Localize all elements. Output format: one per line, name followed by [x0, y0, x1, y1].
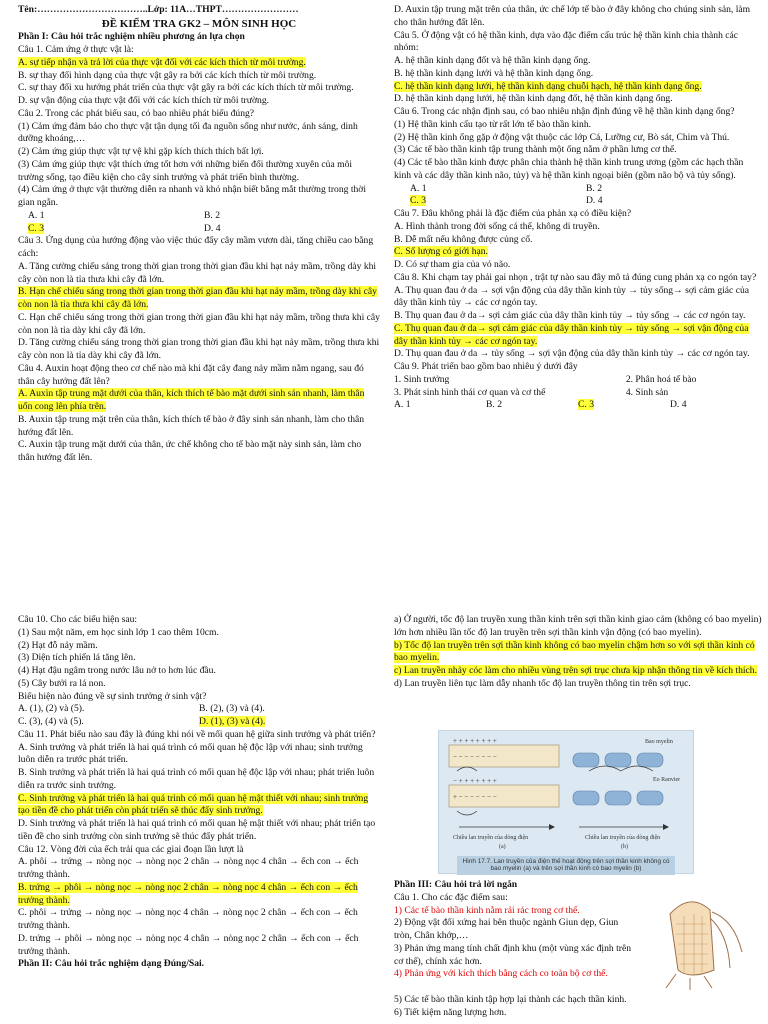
q9-item-3: 3. Phát sinh hình thái cơ quan và cơ thể [394, 386, 546, 398]
q12-option-b: B. trứng → phôi → nòng nọc → nòng nọc 2 chân → nòng nọc 4 chân → ếch con → ếch trưởng thành. [18, 881, 358, 906]
q5-option-d: D. hệ thần kinh dạng lưới, hệ thần kinh dạng đốt, hệ thần kinh dạng ống. [394, 93, 673, 105]
q4-option-d: D. Auxin tập trung mặt trên của thân, ức chế lớp tế bào ở đây không cho chúng sinh sản, làm cho thân hướng đất lên. [394, 4, 751, 28]
part3-item-1: 1) Các tế bào thần kinh nằm rải rác trong cơ thể. [394, 904, 580, 916]
q12-option-c: C. phôi → trứng → nòng nọc → nòng nọc 4 chân → nòng nọc 2 chân → ếch con → ếch trưởng thành. [18, 907, 358, 931]
q10-option-a: A. (1), (2) và (5). [18, 703, 85, 715]
axon-diagram [439, 731, 693, 851]
q11-option-b: B. Sinh trưởng và phát triển là hai quá trình có mối quan hệ độc lập với nhau; phát triển luôn diễn ra trước sinh trưởng. [18, 767, 375, 791]
q6-option-c: C. 3 [410, 195, 426, 207]
label-ranvier: Eo Ranvier [653, 777, 681, 783]
q7-option-d: D. Có sự tham gia của vỏ não. [394, 259, 511, 270]
q2-statement-3: (3) Cảm ứng giúp thực vật thích ứng tốt hơn với những biến đổi thường xuyên của môi trường sống, tạo điều kiện cho cây sinh trưởng và phát triển bình thường. [18, 158, 353, 183]
q6-option-a: A. 1 [410, 182, 427, 194]
tf-statement-a: a) Ở người, tốc độ lan truyền xung thần kinh trên sợi thần kinh giao cảm (không có bao myelin) lớn hơn nhiều lần tốc độ lan truyền trên sợi thần kinh vận động (có bao myelin). [394, 614, 762, 638]
q12-option-a: A. phôi → trứng → nòng nọc → nòng nọc 2 chân → nòng nọc 4 chân → ếch con → ếch trưởng thành. [18, 856, 359, 880]
q4-option-c: C. Auxin tập trung mặt dưới của thân, ức chế không cho tế bào mặt này sinh sản, làm cho thân hướng đất lên. [18, 439, 362, 464]
q5-option-b: B. hệ thần kinh dạng lưới và hệ thần kinh dạng ống. [394, 67, 594, 79]
tf-statement-b: b) Tốc độ lan truyền trên sợi thần kinh không có bao myelin chậm hơn so với sợi thần kinh có bao myelin. [394, 639, 755, 664]
q1-option-b: B. sự thay đổi hình dạng của thực vật gây ra bởi các kích thích từ môi trường. [18, 69, 317, 81]
svg-text:− + + + + + + +: − + + + + + + + [453, 777, 497, 785]
q3-option-d: D. Tăng cường chiếu sáng trong thời gian trong thời gian đầu khi hạt nảy mầm, trồng thưa khi cây còn non là tỉa dày khi cây đã lớn. [18, 337, 380, 362]
organism-illustration [640, 884, 758, 992]
q5-option-a: A. hệ thần kinh dạng đốt và hệ thần kinh dạng ống. [394, 55, 591, 66]
q7-option-c: C. Số lượng có giới hạn. [394, 246, 488, 258]
figure-caption: Hình 17.7. Lan truyền của điện thế hoạt động trên sợi thần kinh không có bao myelin (a) và trên sợi thần kinh có bao myelin (b) [457, 856, 675, 875]
q10-option-d: D. (1), (3) và (4). [199, 716, 266, 727]
q11-option-d: D. Sinh trưởng và phát triển là hai quá trình có mối quan hệ mật thiết với nhau; phát triển tạo tiền đề cho sinh trưởng còn sinh trưởng sẽ thúc đẩy phát triển. [18, 818, 376, 842]
caption-b-direction: Chiều lan truyền của dòng điện [585, 835, 661, 841]
part3-item-3: 3) Phản ứng mang tính chất định khu (một vùng xác định trên cơ thể), chính xác hơn. [394, 942, 632, 967]
right-column-bottom [394, 614, 762, 691]
q9-item-4: 4. Sinh sản [625, 386, 669, 398]
q10-statement-3: (3) Diện tích phiến lá tăng lên. [18, 652, 136, 664]
q2-statement-1: (1) Cảm ứng đảm bảo cho thực vật tận dụng tối đa nguồn sống như nước, ánh sáng, dinh dưỡng khoáng,… [18, 120, 358, 145]
part3-item-2: 2) Động vật đối xứng hai bên thuộc ngành Giun dẹp, Giun tròn, Chân khớp,… [394, 917, 619, 941]
q1-option-c: C. sự thay đổi xu hướng phát triển của thực vật gây ra bởi các kích thích từ môi trường. [18, 82, 354, 94]
q6-statement-4: (4) Các tế bào thần kinh được phân chia thành hệ thần kinh trung ương (gồm các hạch thần kinh và các dây thần kinh não, tủy) và hệ thần kinh ngoại biên (gồm não bộ và tủy sống). [394, 157, 744, 181]
q10-statement-1: (1) Sau một năm, em học sinh lớp 1 cao thêm 10cm. [18, 626, 219, 638]
q7-option-a: A. Hình thành trong đời sống cá thể, không di truyền. [394, 220, 600, 232]
svg-text:+ − − − − − − −: + − − − − − − − [453, 793, 497, 801]
q3-stem: Câu 3. Ứng dụng của hướng động vào việc thúc đẩy cây mầm vươn dài, tăng chiều cao bằng cách: [18, 235, 374, 260]
part1-heading: Phần I: Câu hỏi trắc nghiệm nhiều phương án lựa chọn [18, 31, 245, 43]
left-column-top [18, 4, 380, 465]
q9-option-a: A. 1 [394, 399, 411, 411]
label-b: (b) [621, 844, 628, 850]
q9-option-c: C. 3 [578, 399, 594, 411]
q8-option-b: B. Thụ quan đau ở da→ sợi cảm giác của dây thần kinh tủy → tủy sống → các cơ ngón tay. [394, 310, 746, 321]
q6-statement-1: (1) Hệ thần kinh cấu tạo từ rất lớn tế bào thần kinh. [394, 118, 592, 130]
q3-option-b: B. Hạn chế chiếu sáng trong thời gian trong thời gian đầu khi hạt nảy mầm, trồng dày khi cây còn non là tỉa thưa khi cây đã lớn. [18, 286, 377, 311]
q10-statement-2: (2) Hạt đỗ nảy mầm. [18, 639, 98, 651]
q7-stem: Câu 7. Đâu không phải là đặc điểm của phản xạ có điều kiện? [394, 208, 632, 219]
label-myelin: Bao myelin [645, 739, 673, 745]
part3-tail [394, 994, 762, 1020]
q2-statement-4: (4) Cảm ứng ở thực vật thường diễn ra nhanh và khó nhận biết bằng mắt thường trong thời gian ngắn. [18, 184, 367, 209]
q1-option-d: D. sự vận động của thực vật đối với các kích thích từ môi trường. [18, 95, 270, 107]
right-column-top [394, 4, 762, 412]
nerve-conduction-figure [438, 730, 694, 874]
q2-option-a: A. 1 [28, 209, 45, 221]
myelinated-axon [573, 753, 669, 830]
q4-stem: Câu 4. Auxin hoạt động theo cơ chế nào mà khi đặt cây đang nảy mầm nằm ngang, sau đó thân cây hướng đất lên? [18, 362, 364, 387]
q3-option-a: A. Tăng cường chiếu sáng trong thời gian trong thời gian đầu khi hạt nảy mầm, trồng dày khi cây còn non là tỉa thưa khi cây đã lớn. [18, 260, 377, 285]
part3-item-6: 6) Tiết kiệm năng lượng hơn. [394, 1006, 507, 1018]
tf-statement-d: d) Lan truyền liên tục làm dẫy nhanh tốc độ lan truyền thông tin trên sợi trục. [394, 677, 691, 689]
q9-item-1: 1. Sinh trưởng [394, 373, 450, 385]
q8-option-a: A. Thụ quan đau ở da → sợi vận động của dây thần kinh tủy → tủy sống→ sợi cảm giác của dây thần kinh tủy → các cơ ngón tay. [394, 284, 750, 309]
q11-option-a: A. Sinh trưởng và phát triển là hai quá trình có mối quan hệ độc lập với nhau; sinh trưởng luôn diễn ra trước phát triển. [18, 741, 363, 766]
q10-stem: Câu 10. Cho các biểu hiện sau: [18, 614, 138, 625]
caption-a-direction: Chiều lan truyền của dòng điện [453, 835, 529, 841]
svg-text:+ + + + + + + +: + + + + + + + + [453, 737, 497, 745]
q12-stem: Câu 12. Vòng đời của ếch trải qua các giai đoạn lần lượt là [18, 843, 244, 855]
q5-stem: Câu 5. Ở động vật có hệ thần kinh, dựa vào đặc điểm cấu trúc hệ thần kinh chia thành các nhóm: [394, 29, 739, 54]
q2-option-d: D. 4 [204, 222, 221, 234]
q5-option-c: C. hệ thần kinh dạng lưới, hệ thần kinh dạng chuỗi hạch, hệ thần kinh dạng ống. [394, 80, 702, 92]
q6-statement-2: (2) Hệ thần kinh ống gặp ở động vật thuộc các lớp Cá, Lưỡng cư, Bò sát, Chim và Thú. [394, 131, 730, 143]
tf-statement-c: c) Lan truyền nhảy cóc làm cho nhiều vùng trên sợi trục chưa kịp nhận thông tin về kích thích. [394, 665, 758, 676]
q6-option-d: D. 4 [586, 195, 603, 207]
part3-heading: Phần III: Câu hỏi trả lời ngắn [394, 879, 518, 890]
q6-option-b: B. 2 [586, 182, 602, 194]
unmyelinated-axon [449, 737, 559, 830]
q2-option-c: C. 3 [28, 222, 44, 234]
q8-option-d: D. Thụ quan đau ở da → tủy sống → sợi vận động của dây thần kinh tủy → các cơ ngón tay. [394, 348, 750, 360]
exam-title: ĐỀ KIỂM TRA GK2 – MÔN SINH HỌC [101, 17, 297, 30]
q2-stem: Câu 2. Trong các phát biểu sau, có bao nhiêu phát biểu đúng? [18, 107, 255, 119]
q10-ask: Biểu hiện nào đúng về sự sinh trưởng ở sinh vật? [18, 690, 207, 702]
q12-option-d: D. trứng → phôi → nòng nọc → nòng nọc 4 chân → nòng nọc 2 chân → ếch con → ếch trưởng thành. [18, 932, 359, 957]
q10-option-c: C. (3), (4) và (5). [18, 716, 84, 727]
q4-option-a: A. Auxin tập trung mặt dưới của thân, kích thích tế bào mặt dưới sinh sản nhanh, làm thân uốn cong lên phía trên. [18, 388, 365, 413]
q7-option-b: B. Dễ mất nếu không được củng cố. [394, 233, 533, 245]
q2-option-b: B. 2 [204, 209, 220, 221]
q8-option-c: C. Thụ quan đau ở da→ sợi cảm giác của dây thần kinh tủy → tủy sống → sợi vận động của dây thần kinh tủy → các cơ ngón tay. [394, 322, 749, 347]
part2-heading: Phần II: Câu hỏi trắc nghiệm dạng Đúng/Sai. [18, 958, 205, 970]
q1-stem: Câu 1. Cảm ứng ở thực vật là: [18, 44, 134, 56]
q10-statement-4: (4) Hạt đậu ngâm trong nước lâu nở to hơn lúc đầu. [18, 665, 216, 676]
q9-option-b: B. 2 [486, 399, 502, 411]
q1-option-a: A. sự tiếp nhận và trả lời của thực vật đối với các kích thích từ môi trường. [18, 56, 306, 68]
q9-item-2: 2. Phân hoá tế bào [625, 373, 697, 385]
part3-block [394, 879, 634, 981]
q10-statement-5: (5) Cây bưởi ra lá non. [18, 677, 106, 689]
part3-item-5: 5) Các tế bào thần kinh tập hợp lại thành các hạch thần kinh. [394, 994, 627, 1005]
q8-stem: Câu 8. Khi chạm tay phải gai nhọn , trật tự nào sau đây mô tả đúng cung phản xạ co ngón tay? [394, 271, 757, 283]
q11-stem: Câu 11. Phát biểu nào sau đây là đúng khi nói về mối quan hệ giữa sinh trưởng và phát triển? [18, 728, 376, 740]
q2-statement-2: (2) Cảm ứng giúp thực vật tự vệ khi gặp kích thích thích bất lợi. [18, 146, 264, 158]
q3-option-c: C. Hạn chế chiếu sáng trong thời gian trong thời gian đầu khi hạt nảy mầm, trồng thưa khi cây còn non là tỉa dày khi cây đã lớn. [18, 311, 380, 336]
part3-item-4: 4) Phản ứng với kích thích bằng cách co toàn bộ cơ thể. [394, 968, 608, 980]
q4-option-b: B. Auxin tập trung mặt trên của thân, kích thích tế bào ở đây sinh sản nhanh, làm cho thân hướng đất lên. [18, 413, 365, 438]
part3-q1-stem: Câu 1. Cho các đặc điểm sau: [394, 891, 508, 903]
q11-option-c: C. Sinh trưởng và phát triển là hai quá trình có mối quan hệ mật thiết với nhau; sinh trưởng tạo tiền đề cho phát triển còn phát triển sẽ thúc đẩy sinh trưởng. [18, 792, 369, 817]
q10-option-b: B. (2), (3) và (4). [199, 703, 265, 715]
svg-text:− − − − − − − −: − − − − − − − − [453, 753, 497, 761]
label-a: (a) [499, 844, 506, 850]
q6-stem: Câu 6. Trong các nhận định sau, có bao nhiêu nhận định đúng về hệ thần kinh dạng ống? [394, 106, 735, 117]
q6-statement-3: (3) Các tế bào thần kinh tập trung thành một ống nằm ở phần lưng cơ thể. [394, 144, 677, 156]
left-column-bottom [18, 614, 380, 971]
q9-option-d: D. 4 [670, 399, 687, 411]
student-info-line: Tên:……………………………..Lớp: 11A…THPT…………………… [18, 4, 299, 15]
q9-stem: Câu 9. Phát triển bao gồm bao nhiêu ý dưới đây [394, 361, 578, 372]
